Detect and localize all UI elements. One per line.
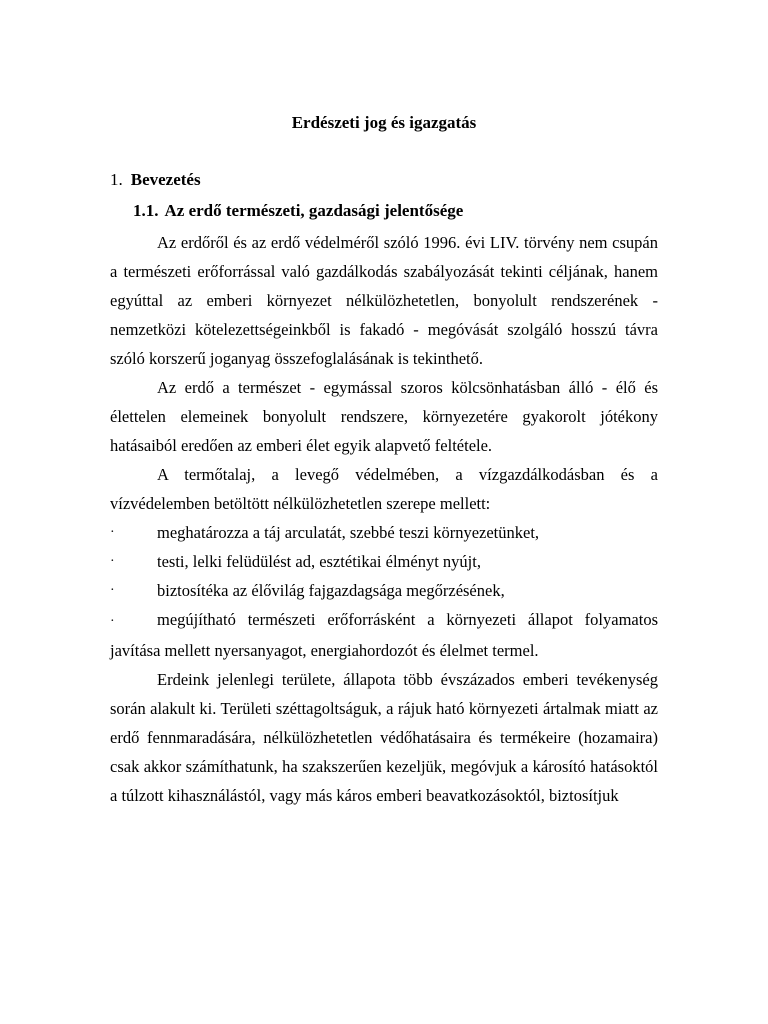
list-item (110, 547, 658, 576)
paragraph: A termőtalaj, a levegő védelmében, a vízgazdálkodásban és a vízvédelemben betöltött nélkülözhetetlen szerepe mellett: (110, 465, 658, 513)
subsection-heading (133, 201, 463, 221)
bullet-marker: · (110, 525, 115, 540)
bullet-marker: · (110, 583, 115, 598)
bullet-marker: · (110, 554, 115, 569)
list-item (110, 605, 658, 665)
section-heading (110, 170, 201, 190)
paragraph: Az erdőről és az erdő védelméről szóló 1996. évi LIV. törvény nem csupán a természeti erőforrással való gazdálkodás szabályozását tekinti céljának, hanem egyúttal az emberi környezet nélkülözhetetlen, bonyolult rendszerének - nemzetközi kötelezettségeinkből is fakadó - megóvását szolgáló hosszú távra szóló korszerű joganyag összefoglalásának is tekinthető. (110, 233, 658, 368)
paragraph: Erdeink jelenlegi területe, állapota több évszázados emberi tevékenység során alakult ki. Területi széttagoltságuk, a rájuk ható környezeti ártalmak miatt az erdő fennmaradására, nélkülözhetetlen védőhatásaira és termékeire (hozamaira) csak akkor számíthatunk, ha szakszerűen kezeljük, megóvjuk a károsító hatásoktól a túlzott kihasználástól, vagy más káros emberi beavatkozásoktól, biztosítjuk (110, 670, 658, 805)
document-body (110, 228, 658, 810)
section-label: Bevezetés (130, 170, 201, 189)
list-item-text: megújítható természeti erőforrásként a környezeti állapot folyamatos javítása mellett nyersanyagot, energiahordozót és élelmet termel. (110, 610, 658, 660)
list-item-text: testi, lelki felüdülést ad, esztétikai élményt nyújt, (157, 552, 481, 571)
list-item (110, 576, 658, 605)
document-title: Erdészeti jog és igazgatás (291, 113, 477, 132)
subsection-label: Az erdő természeti, gazdasági jelentősége (164, 201, 464, 220)
bullet-marker: · (110, 614, 115, 629)
paragraph: Az erdő a természet - egymással szoros kölcsönhatásban álló - élő és élettelen elemeinek bonyolult rendszere, környezetére gyakorolt jótékony hatásaiból eredően az emberi élet egyik alapvető feltétele. (110, 378, 658, 455)
list-item (110, 518, 658, 547)
section-number: 1. (110, 170, 123, 189)
list-item-text: biztosítéka az élővilág fajgazdagsága megőrzésének, (157, 581, 505, 600)
list-item-text: meghatározza a táj arculatát, szebbé teszi környezetünket, (157, 523, 540, 542)
subsection-number: 1.1. (133, 201, 159, 220)
